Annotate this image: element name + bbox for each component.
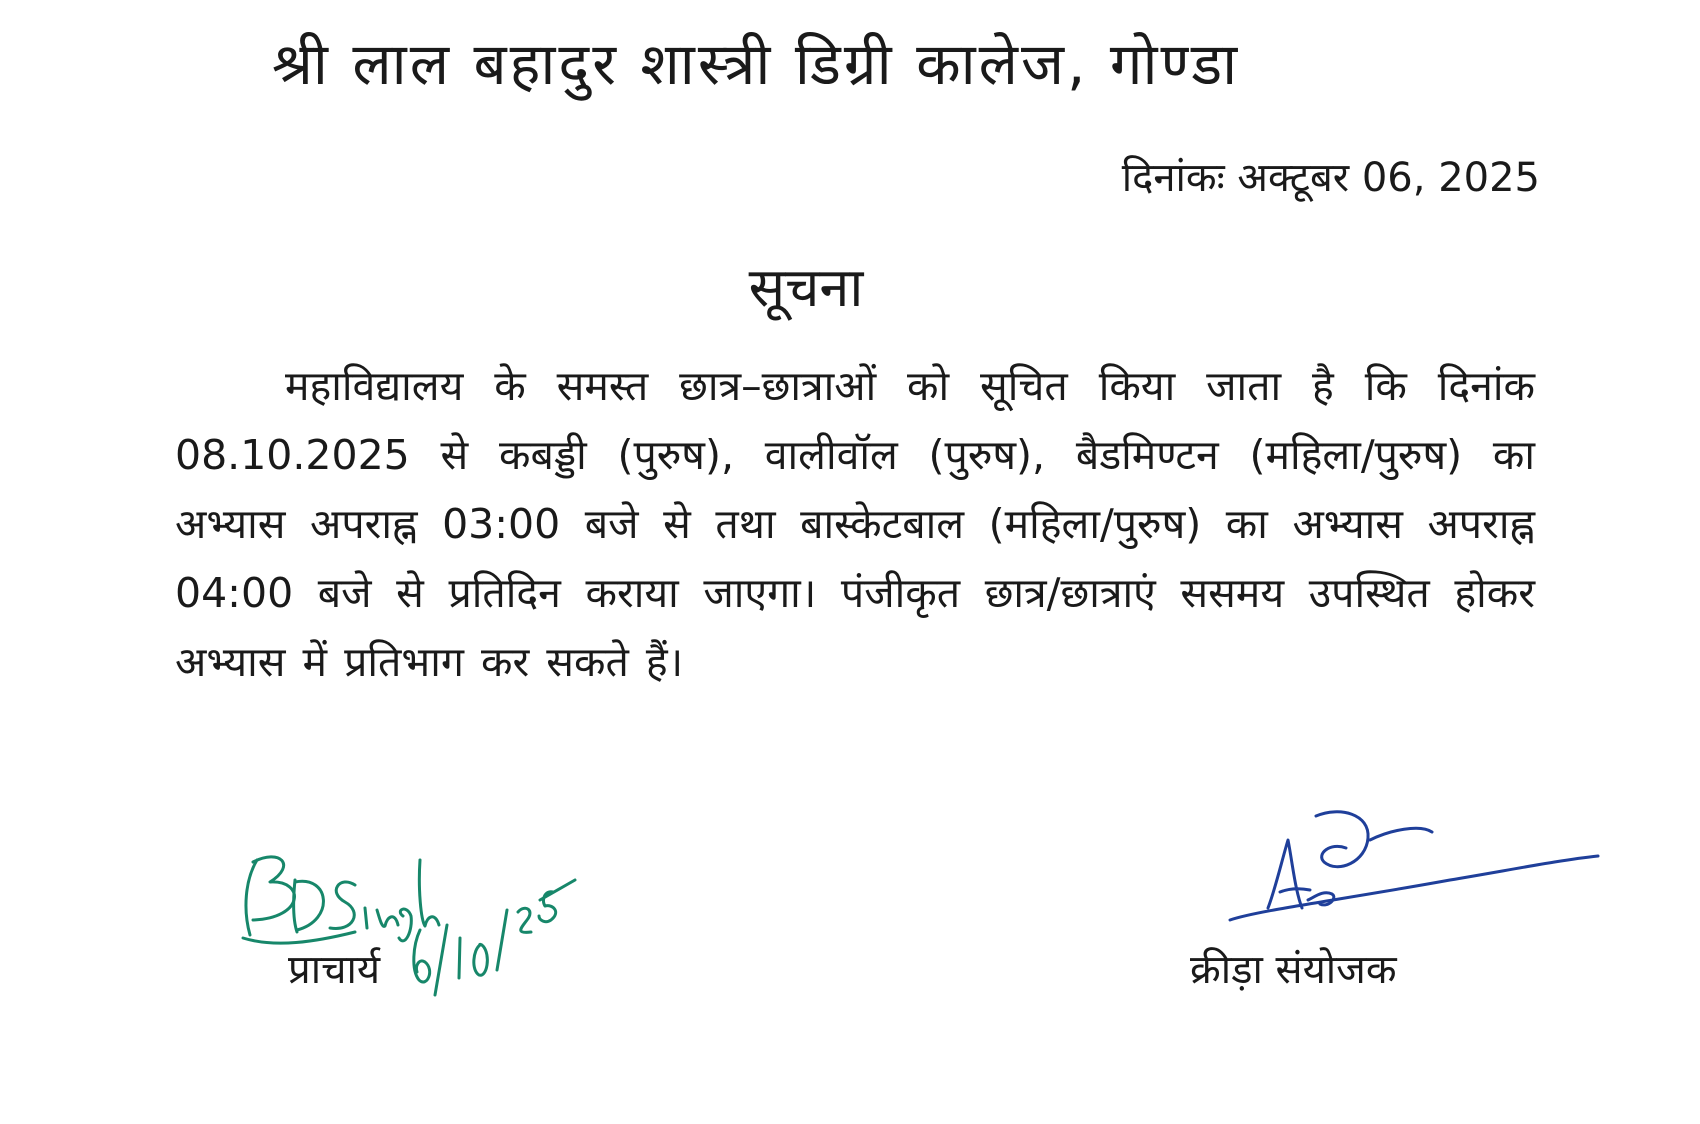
principal-signature <box>235 820 655 1040</box>
principal-label: प्राचार्य <box>288 947 381 993</box>
notice-title: सूचना <box>748 256 864 319</box>
notice-date: दिनांकः अक्टूबर 06, 2025 <box>1121 155 1540 201</box>
principal-signature-drawing <box>235 820 655 1040</box>
sports-coordinator-signature <box>1220 800 1620 940</box>
notice-body: महाविद्यालय के समस्त छात्र–छात्राओं को सूचित किया जाता है कि दिनांक 08.10.2025 से कबड्डी (पुरुष), वालीवॉल (पुरुष), बैडमिण्टन (महिला/पुरुष) का अभ्यास अपराह्न 03:00 बजे से तथा बास्केटबाल (महिला/पुरुष) का अभ्यास अपराह्न 04:00 बजे से प्रतिदिन कराया जाएगा। पंजीकृत छात्र/छात्राएं ससमय उपस्थित होकर अभ्यास में प्रतिभाग कर सकते हैं। <box>175 362 1535 686</box>
sports-coordinator-signature-drawing <box>1220 800 1620 940</box>
sports-coordinator-label: क्रीड़ा संयोजक <box>1190 947 1397 993</box>
college-heading: श्री लाल बहादुर शास्त्री डिग्री कालेज, गोण्डा <box>271 30 1241 98</box>
